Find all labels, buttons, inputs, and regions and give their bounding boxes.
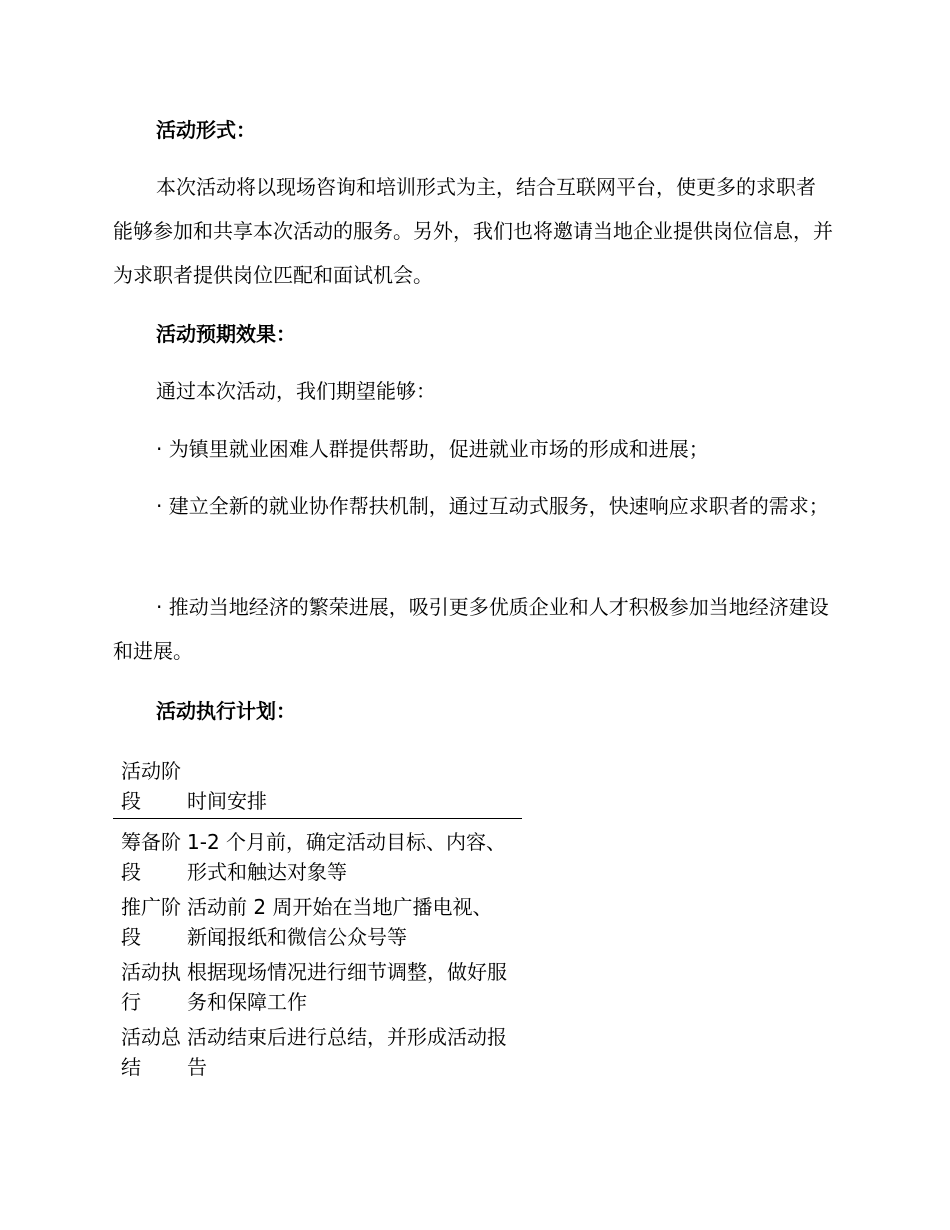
plan-stage-cell: 筹备阶段 <box>121 830 181 884</box>
plan-header-stage: 活动阶段 <box>113 756 187 819</box>
table-row <box>113 1022 522 1087</box>
effects-heading: 活动预期效果： <box>156 322 296 346</box>
plan-stage-cell: 活动执行 <box>121 960 181 1014</box>
effects-intro: 通过本次活动，我们期望能够： <box>156 379 436 403</box>
plan-schedule-cell: 活动结束后进行总结，并形成活动报告 <box>187 1025 507 1079</box>
plan-table-header-row <box>113 756 522 819</box>
table-row <box>113 957 522 1022</box>
plan-heading: 活动执行计划： <box>156 699 296 723</box>
table-row <box>113 892 522 957</box>
format-paragraph: 本次活动将以现场咨询和培训形式为主，结合互联网平台，使更多的求职者能够参加和共享本次活动的服务。另外，我们也将邀请当地企业提供岗位信息，并为求职者提供岗位匹配和面试机会。 <box>113 175 833 287</box>
plan-stage-cell: 活动总结 <box>121 1025 181 1079</box>
effects-bullet-3: · 推动当地经济的繁荣进展，吸引更多优质企业和人才积极参加当地经济建设和进展。 <box>113 595 829 663</box>
plan-schedule-cell: 根据现场情况进行细节调整，做好服务和保障工作 <box>187 960 507 1014</box>
table-row <box>113 819 522 893</box>
plan-stage-cell: 推广阶段 <box>121 895 181 949</box>
format-heading: 活动形式： <box>156 118 256 142</box>
effects-bullet-2: · 建立全新的就业协作帮扶机制，通过互动式服务，快速响应求职者的需求； <box>156 494 829 518</box>
plan-schedule-cell: 活动前 2 周开始在当地广播电视、新闻报纸和微信公众号等 <box>187 895 493 949</box>
plan-header-schedule: 时间安排 <box>187 756 522 819</box>
plan-schedule-cell: 1-2 个月前，确定活动目标、内容、形式和触达对象等 <box>187 830 507 884</box>
effects-bullet-1: · 为镇里就业困难人群提供帮助，促进就业市场的形成和进展； <box>156 437 709 461</box>
plan-table <box>113 756 522 1087</box>
